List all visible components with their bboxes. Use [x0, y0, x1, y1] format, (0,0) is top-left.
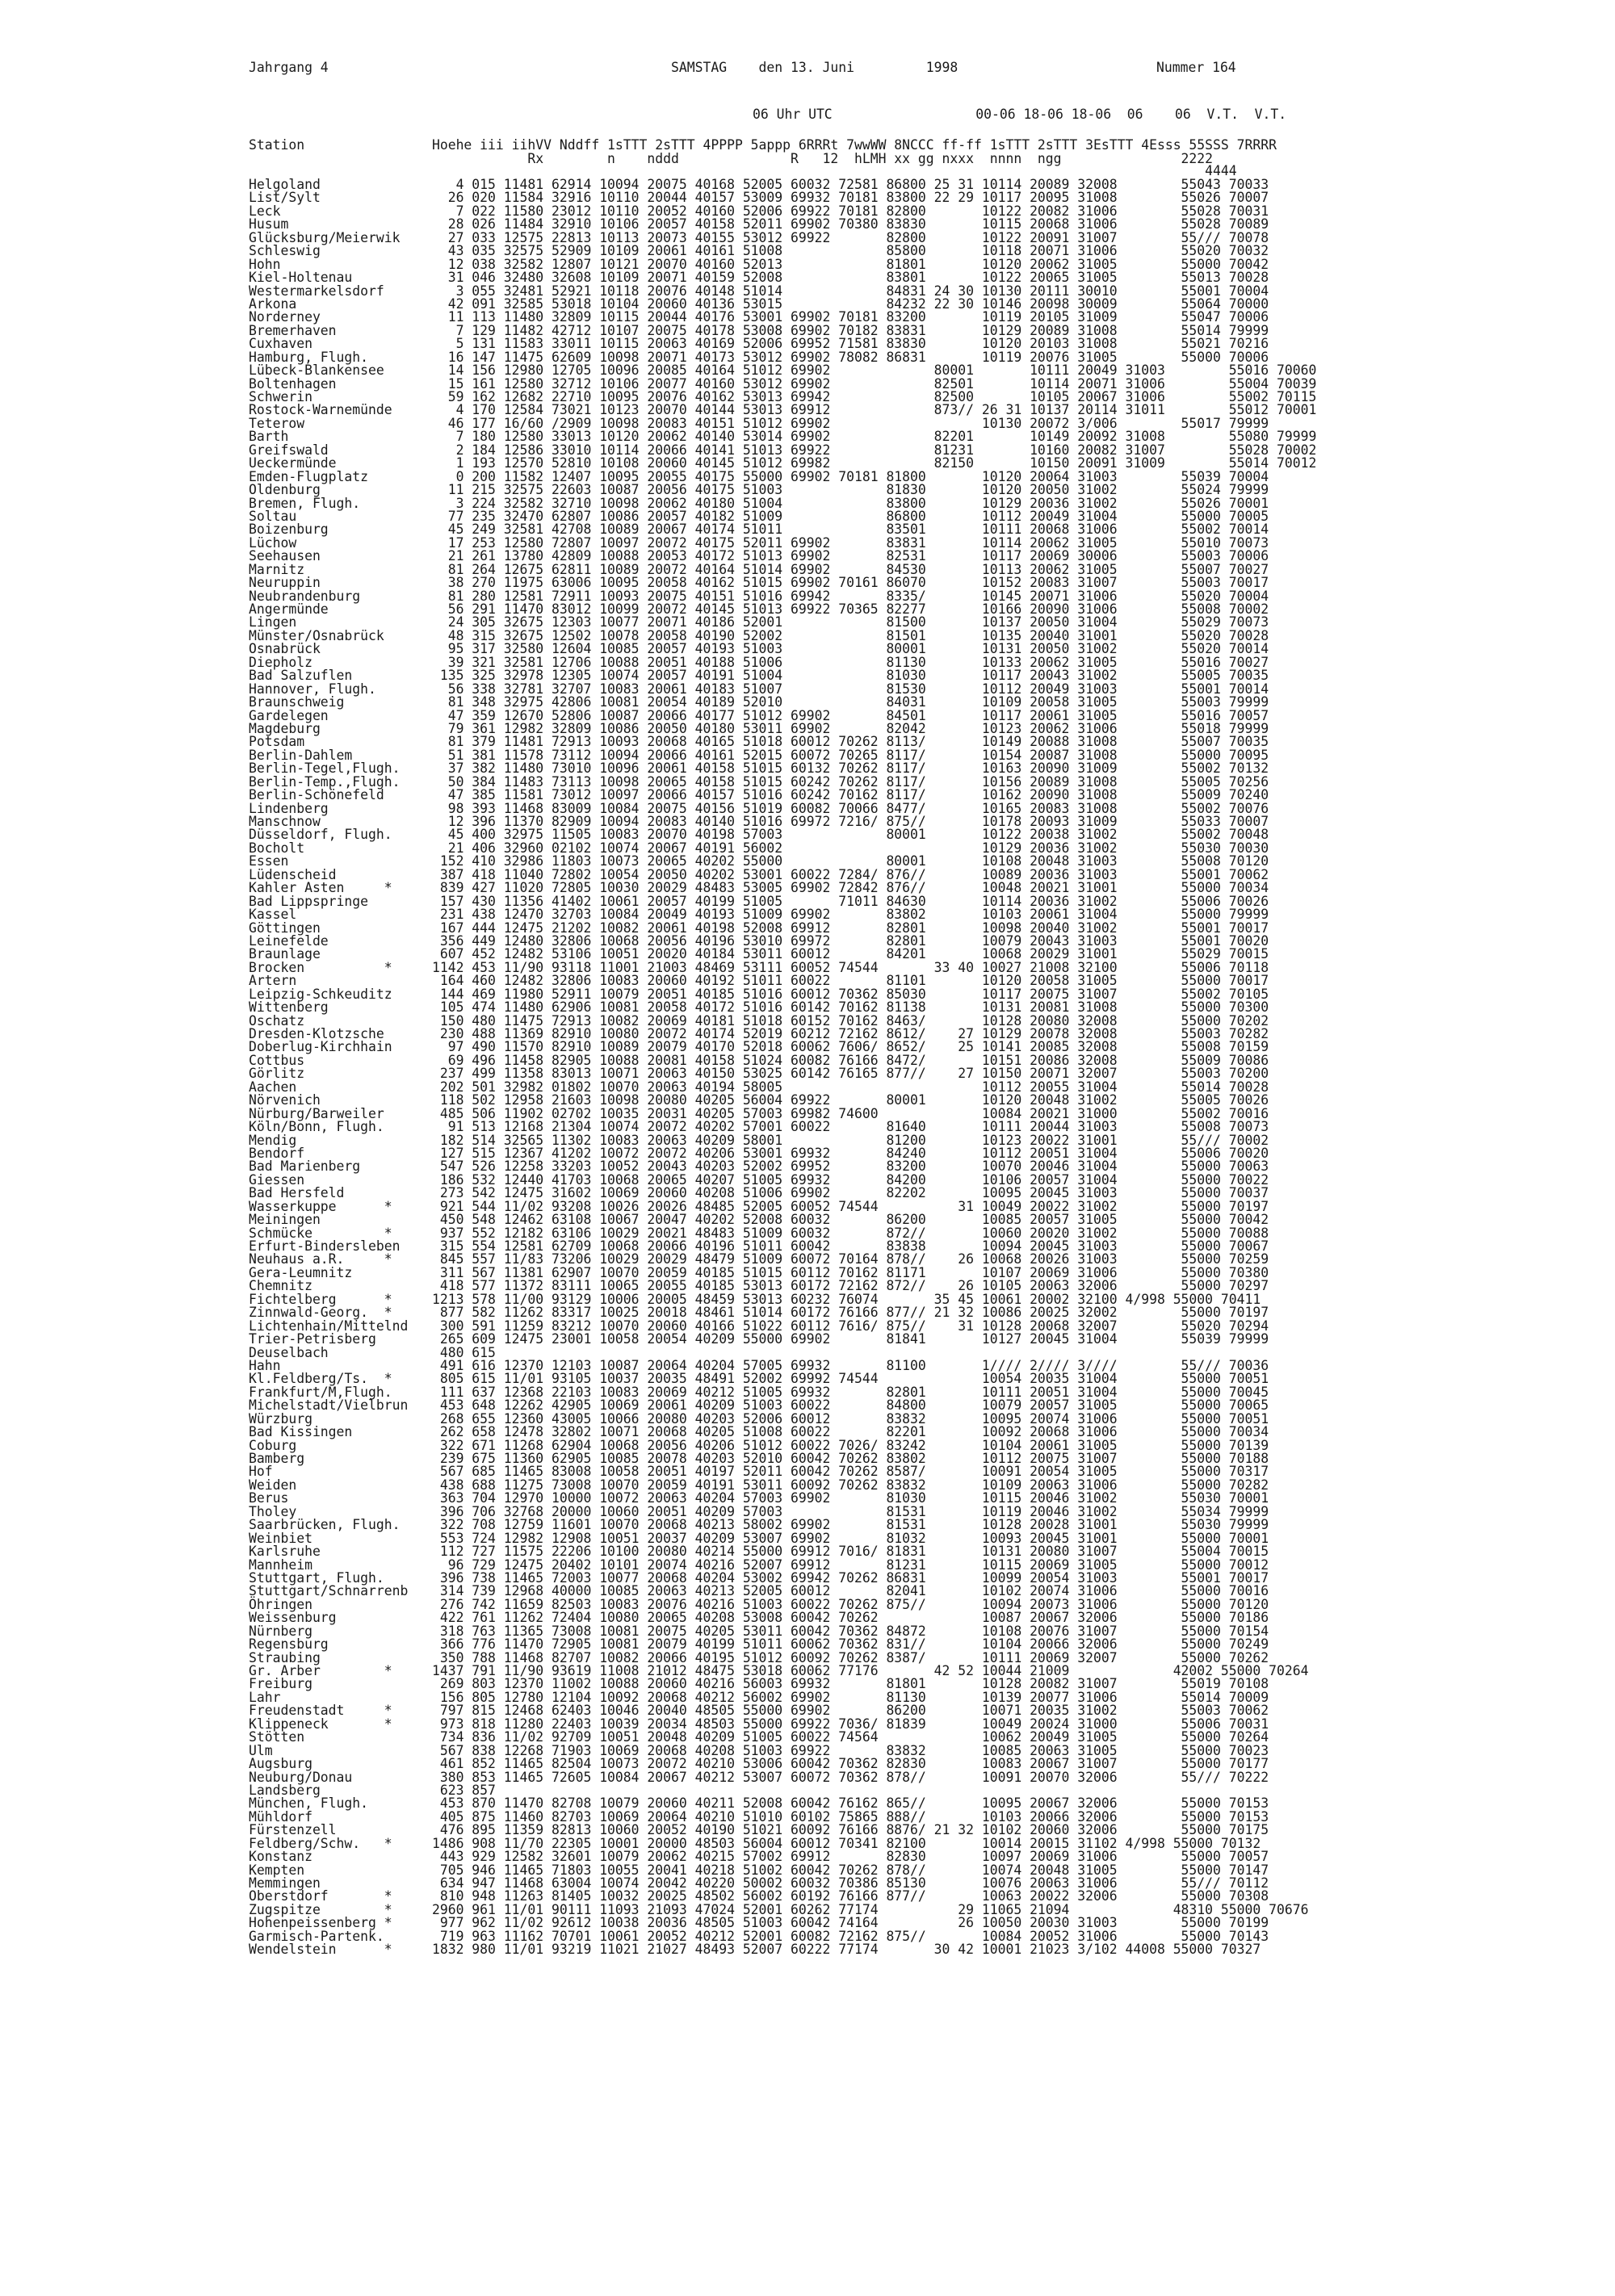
station-row: Freiburg 269 803 12370 11002 10088 20060 40216 56003 69932 81801 10128 20082 31007 55019 70108 — [249, 1676, 1269, 1692]
station-row: Mannheim 96 729 12475 20402 10101 20074 40216 52007 69912 81231 10115 20069 31005 55000 70012 — [249, 1557, 1269, 1573]
station-row: Trier-Petrisberg 265 609 12475 23001 10058 20054 40209 55000 69902 81841 10127 20045 31004 55039 79999 — [249, 1331, 1269, 1347]
station-row: Boltenhagen 15 161 12580 32712 10106 20077 40160 53012 69902 82501 10114 20071 31006 55004 70039 — [249, 375, 1317, 392]
station-row: Norderney 11 113 11480 32809 10115 20044 40176 53001 69902 70181 83200 10119 20105 31009 55047 70006 — [249, 309, 1269, 325]
station-row: Teterow 46 177 16/60 /2909 10098 20083 40151 51012 69902 10130 20072 3/006 55017 79999 — [249, 415, 1269, 431]
station-row: Artern 164 460 12482 32806 10083 20060 40192 51011 60022 81101 10120 20058 31005 55000 70017 — [249, 973, 1269, 989]
station-row: Giessen 186 532 12440 41703 10068 20065 40207 51005 69932 84200 10106 20057 31004 55000 70022 — [249, 1171, 1269, 1188]
station-row: Weiden 438 688 11275 73008 10070 20059 40191 53011 60092 70262 83832 10109 20063 31006 55000 70282 — [249, 1477, 1269, 1493]
station-row: Landsberg 623 857 — [249, 1782, 496, 1798]
station-row: Aachen 202 501 32982 01802 10070 20063 40194 58005 10112 20055 31004 55014 70028 — [249, 1079, 1269, 1095]
station-row: Neuhaus a.R. * 845 557 11/83 73206 10029 20029 48479 51009 60072 70164 878// 26 10068 20026 31003 55000 70259 — [249, 1251, 1269, 1267]
station-row: Leinefelde 356 449 12480 32806 10068 20056 40196 53010 69972 82801 10079 20043 31003 55001 70020 — [249, 932, 1269, 949]
station-row: Oschatz 150 480 11475 72913 10082 20069 40181 51018 60152 70162 8463/ 10128 20080 32008 55000 70202 — [249, 1012, 1269, 1029]
station-row: Görlitz 237 499 11358 83013 10071 20063 40150 53025 60142 76165 877// 27 10150 20071 32007 55003 70200 — [249, 1066, 1269, 1082]
station-row: Lüdenscheid 387 418 11040 72802 10054 20050 40202 53001 60022 7284/ 876// 10089 20036 31003 55001 70062 — [249, 866, 1269, 882]
station-row: Karlsruhe 112 727 11575 22206 10100 20080 40214 55000 69912 7016/ 81831 10131 20080 31007 55004 70015 — [249, 1544, 1269, 1560]
station-row: Michelstadt/Vielbrun 453 648 12262 42905 10069 20061 40209 51003 60022 84800 10079 20057 31005 55000 70065 — [249, 1397, 1269, 1414]
station-row: München, Flugh. 453 870 11470 82708 10079 20060 40211 52008 60042 76162 865// 10095 20067 32006 55000 70153 — [249, 1795, 1269, 1812]
station-row: Kassel 231 438 12470 32703 10084 20049 40193 51009 69902 83802 10103 20061 31004 55000 79999 — [249, 907, 1269, 923]
station-row: Magdeburg 79 361 12982 32809 10086 20050 40180 53011 69902 82042 10123 20062 31006 55018 79999 — [249, 720, 1269, 736]
station-row: Coburg 322 671 11268 62904 10068 20056 40206 51012 60022 7026/ 83242 10104 20061 31005 55000 70139 — [249, 1437, 1269, 1453]
station-row: Klippeneck * 973 818 11280 22403 10039 20034 48503 55000 69922 7036/ 81839 10049 20024 31000 55006 70031 — [249, 1716, 1269, 1732]
station-row: Wendelstein * 1832 980 11/01 93219 11021 21027 48493 52007 60222 77174 30 42 10001 21023 3/102 44008 55000 70327 — [249, 1942, 1261, 1958]
station-row: Frankfurt/M,Flugh. 111 637 12368 22103 10083 20069 40212 51005 69932 82801 10111 20051 31004 55000 70045 — [249, 1384, 1269, 1400]
station-row: Regensburg 366 776 11470 72905 10081 20079 40199 51011 60062 70362 831// 10104 20066 32006 55000 70249 — [249, 1636, 1269, 1653]
station-row: Westermarkelsdorf 3 055 32481 52921 10118 20076 40148 51014 84831 24 30 10130 20111 30010 55001 70004 — [249, 283, 1269, 299]
station-row: Weinbiet 553 724 12982 12908 10051 20037 40209 53007 69902 81032 10093 20045 31001 55000 70001 — [249, 1530, 1269, 1546]
station-row: Braunschweig 81 348 32975 42806 10081 20054 40189 52010 84031 10109 20058 31005 55003 79999 — [249, 694, 1269, 710]
station-row: Lahr 156 805 12780 12104 10092 20068 40212 56002 69902 81130 10139 20077 31006 55014 70009 — [249, 1689, 1269, 1705]
station-row: Öhringen 276 742 11659 82503 10083 20076 40216 51003 60022 70262 875// 10094 20073 31006 55000 70120 — [249, 1596, 1269, 1612]
station-row: Hannover, Flugh. 56 338 32781 32707 10083 20061 40183 51007 81530 10112 20049 31003 55001 70014 — [249, 681, 1269, 697]
station-row: Emden-Flugplatz 0 200 11582 12407 10095 20055 40175 55000 69902 70181 81800 10120 20064 31003 55039 70004 — [249, 468, 1269, 484]
station-row: Erfurt-Bindersleben 315 554 12581 62709 10068 20066 40196 51011 60042 83838 10094 20045 31003 55000 70067 — [249, 1238, 1269, 1254]
issue-date: SAMSTAG den 13. Juni 1998 — [671, 60, 959, 75]
station-row: Lübeck-Blankensee 14 156 12980 12705 10096 20085 40164 51012 69902 80001 10111 20049 31003 55016 70060 — [249, 362, 1317, 379]
column-header-codes: Station Hoehe iii iihVV Nddff 1sTTT 2sTTT 4PPPP 5appp 6RRRt 7wwWW 8NCCC ff-ff 1sTTT 2sTTT 3EsTTT 4Esss 55SSS 7RRRR — [249, 137, 1277, 153]
station-row: Wittenberg 105 474 11480 62906 10081 20058 40172 51016 60142 70162 81138 10131 20081 31008 55000 70300 — [249, 999, 1269, 1016]
station-row: Feldberg/Schw. * 1486 908 11/70 22305 10001 20000 48503 56004 60012 70341 82100 10014 20015 31102 4/998 55000 70132 — [249, 1835, 1261, 1851]
station-row: Bad Lippspringe 157 430 11356 41402 10061 20057 40199 51005 71011 84630 10114 20036 31002 55006 70026 — [249, 893, 1269, 909]
station-row: Lichtenhain/Mittelnd 300 591 11259 83212 10070 20060 40166 51022 60112 7616/ 875// 31 10128 20068 32007 55020 70294 — [249, 1318, 1269, 1334]
station-row: Gera-Leumnitz 311 567 11381 62907 10070 20059 40185 51015 60112 70162 81171 10107 20069 31006 55000 70380 — [249, 1264, 1269, 1280]
station-row: Deuselbach 480 615 — [249, 1344, 496, 1360]
station-row: Bremerhaven 7 129 11482 42712 10107 20075 40178 53008 69902 70182 83831 10129 20089 31008 55014 79999 — [249, 322, 1269, 338]
column-header-subcodes: Rx n nddd R 12 hLMH xx gg nxxx nnnn ngg 2222 — [249, 151, 1214, 166]
station-row: Mendig 182 514 32565 11302 10083 20063 40209 58001 81200 10123 20022 31001 55/// 70002 — [249, 1132, 1269, 1148]
station-row: Oberstdorf * 810 948 11263 81405 10032 20025 48502 56002 60192 76166 877// 10063 20022 32006 55000 70308 — [249, 1888, 1269, 1904]
station-row: Boizenburg 45 249 32581 42708 10089 20067 40174 51011 83501 10111 20068 31006 55002 70014 — [249, 522, 1269, 538]
station-row: Schmücke * 937 552 12182 63106 10029 20021 48483 51009 60032 872// 10060 20020 31002 55000 70088 — [249, 1225, 1269, 1241]
station-row: Memmingen 634 947 11468 63004 10074 20042 40220 50002 60032 70386 85130 10076 20063 31006 55/// 70112 — [249, 1875, 1269, 1891]
station-row: Stuttgart/Schnarrenb 314 739 12968 40000 10085 20063 40213 52005 60012 82041 10102 20074 31006 55000 70016 — [249, 1583, 1269, 1599]
station-row: Essen 152 410 32986 11803 10073 20065 40202 55000 80001 10108 20048 31003 55008 70120 — [249, 853, 1269, 869]
station-row: Stötten 734 836 11/02 92709 10051 20048 40209 51005 60022 74564 10062 20049 31005 55000 70264 — [249, 1729, 1269, 1745]
station-row: Angermünde 56 291 11470 83012 10099 20072 40145 51013 69922 70365 82277 10166 20090 31006 55008 70002 — [249, 601, 1269, 617]
station-row: Fürstenzell 476 895 11359 82813 10060 20052 40190 51021 60092 76166 8876/ 21 32 10102 20060 32006 55000 70175 — [249, 1822, 1269, 1838]
station-row: Konstanz 443 929 12582 32601 10079 20062 40215 57002 69912 82830 10097 20069 31006 55000 70057 — [249, 1849, 1269, 1865]
station-row: Arkona 42 091 32585 53018 10104 20060 40136 53015 84232 22 30 10146 20098 30009 55064 70000 — [249, 295, 1269, 312]
volume-label: Jahrgang 4 — [249, 60, 329, 75]
station-row: Saarbrücken, Flugh. 322 708 12759 11601 10070 20068 40213 58002 69902 81531 10128 20028 31001 55030 79999 — [249, 1517, 1269, 1533]
station-row: Lingen 24 305 32675 12303 10077 20071 40186 52001 81500 10137 20050 31004 55029 70073 — [249, 614, 1269, 631]
station-row: Bad Salzuflen 135 325 32978 12305 10074 20057 40191 51004 81030 10117 20043 31002 55005 70035 — [249, 668, 1269, 684]
station-row: Cottbus 69 496 11458 82905 10088 20081 40158 51024 60082 76166 8472/ 10151 20086 32008 55009 70086 — [249, 1052, 1269, 1068]
issue-number: Nummer 164 — [1156, 60, 1236, 75]
station-row: Nörvenich 118 502 12958 21603 10098 20080 40205 56004 69922 80001 10120 20048 31002 55005 70026 — [249, 1092, 1269, 1108]
station-row: Berlin-Schönefeld 47 385 11581 73012 10097 20066 40157 51016 60242 70162 8117/ 10162 20090 31008 55009 70240 — [249, 787, 1269, 803]
station-row: Potsdam 81 379 11481 72913 10093 20068 40165 51018 60012 70262 8113/ 10149 20088 31008 55007 70035 — [249, 734, 1269, 750]
station-row: Bocholt 21 406 32960 02102 10074 20067 40191 56002 10129 20036 31002 55030 70030 — [249, 840, 1269, 856]
station-row: Ulm 567 838 12268 71903 10069 20068 40208 51003 69922 83832 10085 20063 31005 55000 70023 — [249, 1742, 1269, 1758]
station-row: Mühldorf 405 875 11460 82703 10069 20064 40210 51010 60102 75865 888// 10103 20066 32006 55000 70153 — [249, 1808, 1269, 1825]
station-row: Osnabrück 95 317 32580 12604 10085 20057 40193 51003 80001 10131 20050 31002 55020 70014 — [249, 641, 1269, 657]
station-row: Gardelegen 47 359 12670 52806 10087 20066 40177 51012 69902 84501 10117 20061 31005 55016 70057 — [249, 707, 1269, 723]
station-row: Freudenstadt * 797 815 12468 62403 10046 20040 48505 55000 69902 86200 10071 20035 31002 55003 70062 — [249, 1703, 1269, 1719]
column-header-extra: 4444 — [249, 163, 1237, 178]
station-row: Garmisch-Partenk. 719 963 11162 70701 10061 20052 40212 52001 60082 72162 875// 10084 20052 31006 55000 70143 — [249, 1928, 1269, 1944]
station-row: Neubrandenburg 81 280 12581 72911 10093 20075 40151 51016 69942 8335/ 10145 20071 31006 55020 70004 — [249, 588, 1269, 604]
station-row: Weissenburg 422 761 11262 72404 10080 20065 40208 53008 60042 70262 10087 20067 32006 55000 70186 — [249, 1610, 1269, 1626]
station-row: Kahler Asten * 839 427 11020 72805 10030 20029 48483 53005 69902 72842 876// 10048 20021 31001 55000 70034 — [249, 880, 1269, 896]
station-row: Hof 567 685 11465 83008 10058 20051 40197 52011 60042 70262 8587/ 10091 20054 31005 55000 70317 — [249, 1464, 1269, 1480]
station-row: Nürnberg 318 763 11365 73008 10081 20075 40205 53011 60042 70362 84872 10108 20076 31007 55000 70154 — [249, 1623, 1269, 1639]
station-row: Braunlage 607 452 12482 53106 10051 20020 40184 53011 60012 84201 10068 20029 31001 55029 70015 — [249, 946, 1269, 962]
station-row: Hohn 12 038 32582 12807 10121 20070 40160 52013 81801 10120 20062 31005 55000 70042 — [249, 256, 1269, 272]
station-row: Lindenberg 98 393 11468 83009 10084 20075 40156 51019 60082 70066 8477/ 10165 20083 31008 55002 70076 — [249, 800, 1269, 816]
station-row: Tholey 396 706 32768 20000 10060 20051 40209 57003 81531 10119 20046 31002 55034 79999 — [249, 1503, 1269, 1519]
station-row: Hohenpeissenberg * 977 962 11/02 92612 10038 20036 48505 51003 60042 74164 26 10050 20030 31003 55000 70199 — [249, 1915, 1269, 1931]
station-row: Bremen, Flugh. 3 224 32582 32710 10098 20062 40180 51004 83800 10129 20036 31002 55026 70001 — [249, 495, 1269, 511]
station-row: Brocken * 1142 453 11/90 93118 11001 21003 48469 53111 60052 74544 33 40 10027 21008 32100 55006 70118 — [249, 959, 1269, 975]
station-row: Stuttgart, Flugh. 396 738 11465 72003 10077 20068 40204 53002 69942 70262 86831 10099 20054 31003 55001 70017 — [249, 1569, 1269, 1586]
station-row: Bad Marienberg 547 526 12258 33203 10052 20043 40203 52002 69952 83200 10070 20046 31004 55000 70063 — [249, 1158, 1269, 1175]
station-row: Oldenburg 11 215 32575 22603 10087 20056 40175 51003 81830 10120 20050 31002 55024 79999 — [249, 482, 1269, 498]
station-row: Kempten 705 946 11465 71803 10055 20041 40218 51002 60042 70262 878// 10074 20048 31005 55000 70147 — [249, 1862, 1269, 1878]
station-row: Helgoland 4 015 11481 62914 10094 20075 40168 52005 60032 72581 86800 25 31 10114 20089 32008 55043 70033 — [249, 177, 1269, 192]
station-row: Hamburg, Flugh. 16 147 11475 62609 10098 20071 40173 53012 69902 78082 86831 10119 20076 31005 55000 70006 — [249, 349, 1269, 365]
station-row: Greifswald 2 184 12586 33010 10114 20066 40141 51013 69922 81231 10160 20082 31007 55028 70002 — [249, 442, 1317, 458]
station-row: Ueckermünde 1 193 12570 52810 10108 20060 40145 51012 69982 82150 10150 20091 31009 55014 70012 — [249, 455, 1317, 471]
station-table — [249, 178, 1316, 1957]
station-row: Berus 363 704 12970 10000 10072 20063 40204 57003 69902 81030 10115 20046 31002 55030 70001 — [249, 1490, 1269, 1506]
column-header-time: 06 Uhr UTC 00-06 18-06 18-06 06 06 V.T. V.T. — [753, 107, 1287, 122]
station-row: Berlin-Tegel,Flugh. 37 382 11480 73010 10096 20061 40158 51015 60132 70262 8117/ 10163 20090 31009 55002 70132 — [249, 760, 1269, 777]
station-row: Meiningen 450 548 12462 63108 10067 20047 40202 52008 60032 86200 10085 20057 31005 55000 70042 — [249, 1212, 1269, 1228]
station-row: Leck 7 022 11580 23012 10110 20052 40160 52006 69922 70181 82800 10122 20082 31006 55028 70031 — [249, 203, 1269, 219]
station-row: Rostock-Warnemünde 4 170 12584 73021 10123 20070 40144 53013 69912 873// 26 31 10137 20114 31011 55012 70001 — [249, 402, 1317, 418]
station-row: Dresden-Klotzsche 230 488 11369 82910 10080 20072 40174 52019 60212 72162 8612/ 27 10129 20078 32008 55003 70282 — [249, 1026, 1269, 1041]
station-row: Fichtelberg * 1213 578 11/00 93129 10006 20005 48459 53013 60232 76074 35 45 10061 20002 32100 4/998 55000 70411 — [249, 1291, 1261, 1307]
station-row: Manschnow 12 396 11370 82909 10094 20083 40140 51016 69972 7216/ 875// 10178 20093 31009 55033 70007 — [249, 814, 1269, 829]
station-row: Lüchow 17 253 12580 72807 10097 20072 40175 52011 69902 83831 10114 20062 31005 55010 70073 — [249, 534, 1269, 551]
station-row: Bad Hersfeld 273 542 12475 31602 10069 20060 40208 51006 69902 82202 10095 20045 31003 55000 70037 — [249, 1185, 1269, 1201]
station-row: Nürburg/Barweiler 485 506 11902 02702 10035 20031 40205 57003 69982 74600 10084 20021 31000 55002 70016 — [249, 1105, 1269, 1121]
station-row: Kiel-Holtenau 31 046 32480 32608 10109 20071 40159 52008 83801 10122 20065 31005 55013 70028 — [249, 270, 1269, 286]
station-row: Bendorf 127 515 12367 41202 10072 20072 40206 53001 69932 84240 10112 20051 31004 55006 70020 — [249, 1145, 1269, 1161]
station-row: Doberlug-Kirchhain 97 490 11570 82910 10089 20079 40170 52018 60062 7606/ 8652/ 25 10141 20085 32008 55008 70159 — [249, 1039, 1269, 1055]
station-row: Augsburg 461 852 11465 82504 10073 20072 40210 53006 60042 70362 82830 10083 20067 31007 55000 70177 — [249, 1756, 1269, 1772]
station-row: Wasserkuppe * 921 544 11/02 93208 10026 20026 48485 52005 60052 74544 31 10049 20022 31002 55000 70197 — [249, 1198, 1269, 1214]
station-row: Leipzig-Schkeuditz 144 469 11980 52911 10079 20051 40185 51016 60012 70362 85030 10117 20075 31007 55002 70105 — [249, 986, 1269, 1002]
station-row: Bad Kissingen 262 658 12478 32802 10071 20068 40205 51008 60022 82201 10092 20068 31006 55000 70034 — [249, 1424, 1269, 1440]
station-row: Göttingen 167 444 12475 21202 10082 20061 40198 52008 69912 82801 10098 20040 31002 55001 70017 — [249, 920, 1269, 936]
station-row: Hahn 491 616 12370 12103 10087 20064 40204 57005 69932 81100 1//// 2//// 3//// 55/// 70036 — [249, 1357, 1269, 1373]
station-row: Glücksburg/Meierwik 27 033 12575 22813 10113 20073 40155 53012 69922 82800 10122 20091 31007 55/// 70078 — [249, 229, 1269, 245]
station-row: Gr. Arber * 1437 791 11/90 93619 11008 21012 48475 53018 60062 77176 42 52 10044 21009 42002 55000 70264 — [249, 1663, 1309, 1678]
station-row: Seehausen 21 261 13780 42809 10088 20053 40172 51013 69902 82531 10117 20069 30006 55003 70006 — [249, 548, 1269, 564]
station-row: Schleswig 43 035 32575 52909 10109 20061 40161 51008 85800 10118 20071 31006 55020 70032 — [249, 243, 1269, 259]
station-row: Straubing 350 788 11468 82707 10082 20066 40195 51012 60092 70262 8387/ 10111 20069 32007 55000 70262 — [249, 1649, 1269, 1665]
station-row: Chemnitz 418 577 11372 83111 10065 20055 40185 53013 60172 72162 872// 26 10105 20063 32006 55000 70297 — [249, 1278, 1269, 1294]
station-row: Düsseldorf, Flugh. 45 400 32975 11505 10083 20070 40198 57003 80001 10122 20038 31002 55002 70048 — [249, 827, 1269, 843]
station-row: Berlin-Dahlem 51 381 11578 73112 10094 20066 40161 52015 60072 70265 8117/ 10154 20087 31008 55000 70095 — [249, 747, 1269, 763]
station-row: Köln/Bonn, Flugh. 91 513 12168 21304 10074 20072 40202 57001 60022 81640 10111 20044 31003 55008 70073 — [249, 1119, 1269, 1135]
station-row: Zinnwald-Georg. * 877 582 11262 83317 10025 20018 48461 51014 60172 76166 877// 21 32 10086 20025 32002 55000 70197 — [249, 1305, 1269, 1321]
station-row: Neuruppin 38 270 11975 63006 10095 20058 40162 51015 69902 70161 86070 10152 20083 31007 55003 70017 — [249, 575, 1269, 591]
station-row: Bamberg 239 675 11360 62905 10085 20078 40203 52010 60042 70262 83802 10112 20075 31007 55000 70188 — [249, 1451, 1269, 1466]
station-row: Barth 7 180 12580 33013 10120 20062 40140 53014 69902 82201 10149 20092 31008 55080 79999 — [249, 429, 1317, 445]
station-row: Marnitz 81 264 12675 62811 10089 20072 40164 51014 69902 84530 10113 20062 31005 55007 70027 — [249, 561, 1269, 577]
station-row: Diepholz 39 321 32581 12706 10088 20051 40188 51006 81130 10133 20062 31005 55016 70027 — [249, 654, 1269, 670]
station-row: Kl.Feldberg/Ts. * 805 615 11/01 93105 10037 20035 48491 52002 69992 74544 10054 20035 31004 55000 70051 — [249, 1371, 1269, 1387]
station-row: Schwerin 59 162 12682 22710 10095 20076 40162 53013 69942 82500 10105 20067 31006 55002 70115 — [249, 389, 1317, 404]
station-row: Zugspitze * 2960 961 11/01 90111 11093 21093 47024 52001 60262 77174 29 11065 21094 48310 55000 70676 — [249, 1901, 1309, 1917]
station-row: Münster/Osnabrück 48 315 32675 12502 10078 20058 40190 52002 81501 10135 20040 31001 55020 70028 — [249, 627, 1269, 643]
station-row: Würzburg 268 655 12360 43005 10066 20080 40203 52006 60012 83832 10095 20074 31006 55000 70051 — [249, 1410, 1269, 1427]
station-row: Soltau 77 235 32470 62807 10086 20057 40182 51009 86800 10112 20049 31004 55000 70005 — [249, 508, 1269, 524]
station-row: Cuxhaven 5 131 11583 33011 10115 20063 40169 52006 69952 71581 83830 10120 20103 31008 55021 70216 — [249, 336, 1269, 352]
station-row: Neuburg/Donau 380 853 11465 72605 10084 20067 40212 53007 60072 70362 878// 10091 20070 32006 55/// 70222 — [249, 1769, 1269, 1785]
station-row: Husum 28 026 11484 32910 10106 20057 40158 52011 69902 70380 83830 10115 20068 31006 55028 70089 — [249, 216, 1269, 233]
station-row: List/Sylt 26 020 11584 32916 10110 20044 40157 53009 69932 70181 83800 22 29 10117 20095 31008 55026 70007 — [249, 190, 1269, 206]
station-row: Berlin-Temp.,Flugh. 50 384 11483 73113 10098 20065 40158 51015 60242 70262 8117/ 10156 20089 31008 55005 70256 — [249, 773, 1269, 790]
